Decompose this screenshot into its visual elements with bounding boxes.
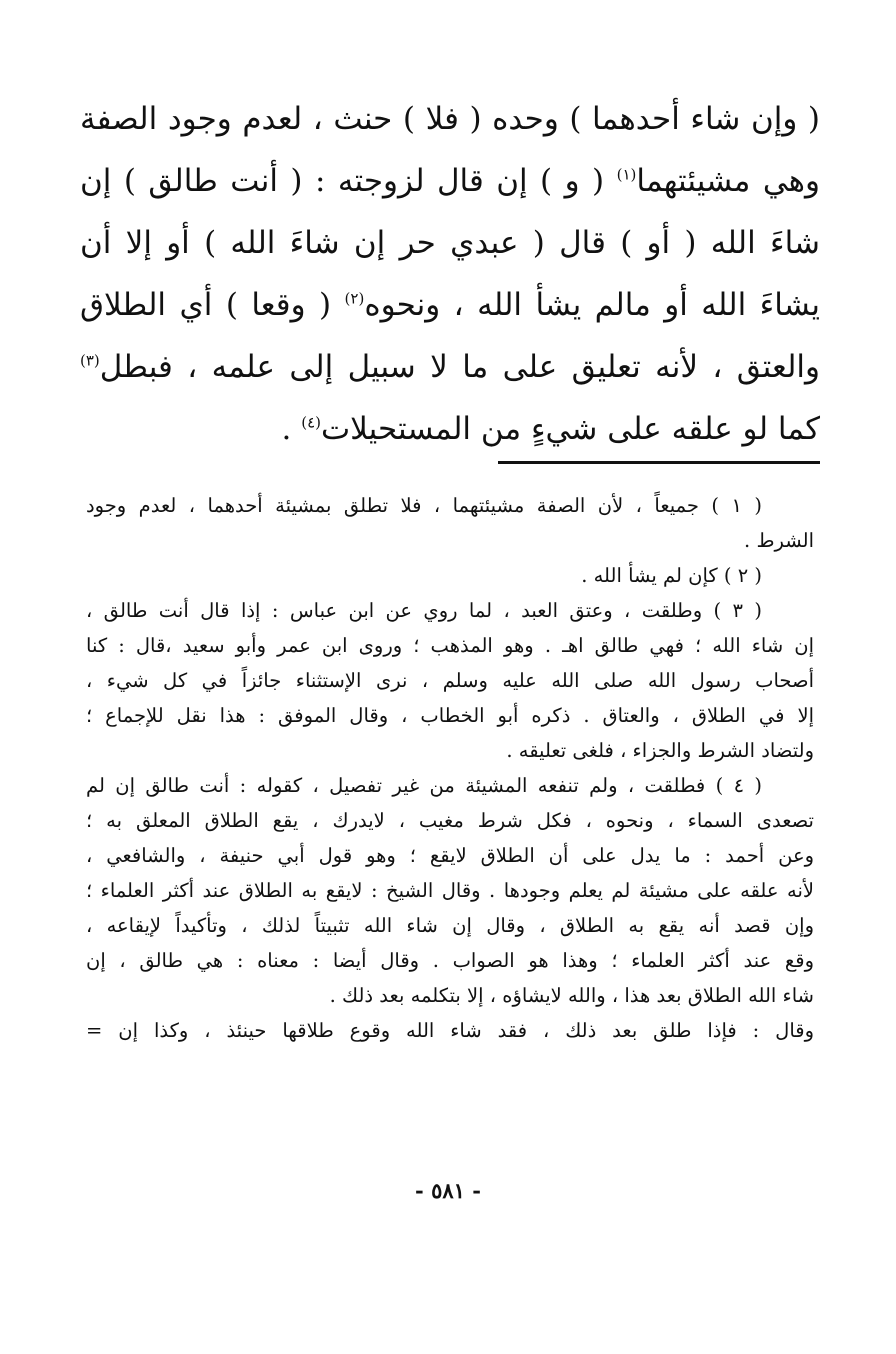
- footnotes: [86, 488, 814, 1048]
- footnote-line: وعن أحمد : ما يدل على أن الطلاق لايقع ؛ وهو قول أبي حنيفة ، والشافعي ،: [86, 844, 814, 867]
- footnote-line: لأنه علقه على مشيئة لم يعلم وجودها . وقال الشيخ : لايقع به الطلاق عند أكثر العلماء ؛: [86, 879, 814, 902]
- footnote-ref-3: (٣): [80, 351, 100, 370]
- main-line-3: [80, 212, 820, 274]
- footnote-line: ولتضاد الشرط والجزاء ، فلغى تعليقه .: [506, 739, 814, 762]
- main-text-segment: يشاءَ الله أو مالم يشأ الله ، ونحوه: [364, 287, 820, 323]
- footnote-line: ( ٣ ) وطلقت ، وعتق العبد ، لما روي عن ابن عباس : إذا قال أنت طالق ،: [86, 599, 762, 622]
- footnote-line: تصعدى السماء ، ونحوه ، فكل شرط مغيب ، لايدرك ، يقع الطلاق المعلق به ؛: [86, 809, 814, 832]
- main-text-segment: .: [281, 411, 302, 447]
- main-line-6: [80, 398, 820, 460]
- main-text: [80, 88, 820, 460]
- footnote-line: وقع عند أكثر العلماء ؛ وهذا هو الصواب . وقال أيضا : معناه : هي طالق ، إن: [86, 949, 814, 972]
- main-line-5: [80, 336, 820, 398]
- main-text-segment: كما لو علقه على شيءٍ من المستحيلات: [321, 411, 820, 447]
- footnote-separator: [498, 461, 820, 464]
- footnote-line: إن شاء الله ؛ فهي طالق اهـ . وهو المذهب ؛ وروى ابن عمر وأبو سعيد ،قال : كنا: [86, 634, 814, 657]
- footnote-ref-4: (٤): [301, 413, 321, 432]
- footnote-ref-1: (١): [616, 165, 637, 184]
- footnote-line: ( ١ ) جميعاً ، لأن الصفة مشيئتهما ، فلا تطلق بمشيئة أحدهما ، لعدم وجود: [86, 494, 762, 517]
- footnote-line: إلا في الطلاق ، والعتاق . ذكره أبو الخطاب ، وقال الموفق : هذا نقل للإجماع ؛: [86, 704, 814, 727]
- footnote-line: وقال : فإذا طلق بعد ذلك ، فقد شاء الله وقوع طلاقها حينئذ ، وكذا إن =: [86, 1019, 814, 1042]
- footnote-line: ( ٤ ) فطلقت ، ولم تنفعه المشيئة من غير تفصيل ، كقوله : أنت طالق إن لم: [86, 774, 762, 797]
- main-text-segment: شاءَ الله ( أو ) قال ( عبدي حر إن شاءَ الله ) أو إلا أن: [80, 225, 820, 261]
- footnote-line: شاء الله الطلاق بعد هذا ، والله لايشاؤه ، إلا بتكلمه بعد ذلك .: [329, 984, 814, 1007]
- footnote-line: الشرط .: [744, 529, 814, 552]
- main-text-segment: والعتق ، لأنه تعليق على ما لا سبيل إلى علمه ، فبطل: [99, 349, 820, 385]
- main-text-segment: وهي مشيئتهما: [636, 163, 820, 199]
- main-line-1: [80, 88, 820, 150]
- page-number: - ٥٨١ -: [415, 1178, 481, 1203]
- footnote-line: ( ٢ ) كإن لم يشأ الله .: [581, 564, 762, 587]
- main-text-segment: ( وإن شاء أحدهما ) وحده ( فلا ) حنث ، لعدم وجود الصفة: [80, 101, 820, 137]
- main-line-4: [80, 274, 820, 336]
- main-text-segment: ( وقعا ) أي الطلاق: [80, 287, 332, 323]
- main-line-2: [80, 150, 820, 212]
- footnote-ref-2: (٢): [344, 289, 365, 308]
- main-text-segment: ( و ) إن قال لزوجته : ( أنت طالق ) إن: [80, 163, 605, 199]
- footnote-line: وإن قصد أنه يقع به الطلاق ، وقال إن شاء الله تثبيتاً لذلك ، وتأكيداً لإيقاعه ،: [86, 914, 814, 937]
- footnote-line: أصحاب رسول الله صلى الله عليه وسلم ، نرى الإستثناء جائزاً في كل شيء ،: [86, 669, 814, 692]
